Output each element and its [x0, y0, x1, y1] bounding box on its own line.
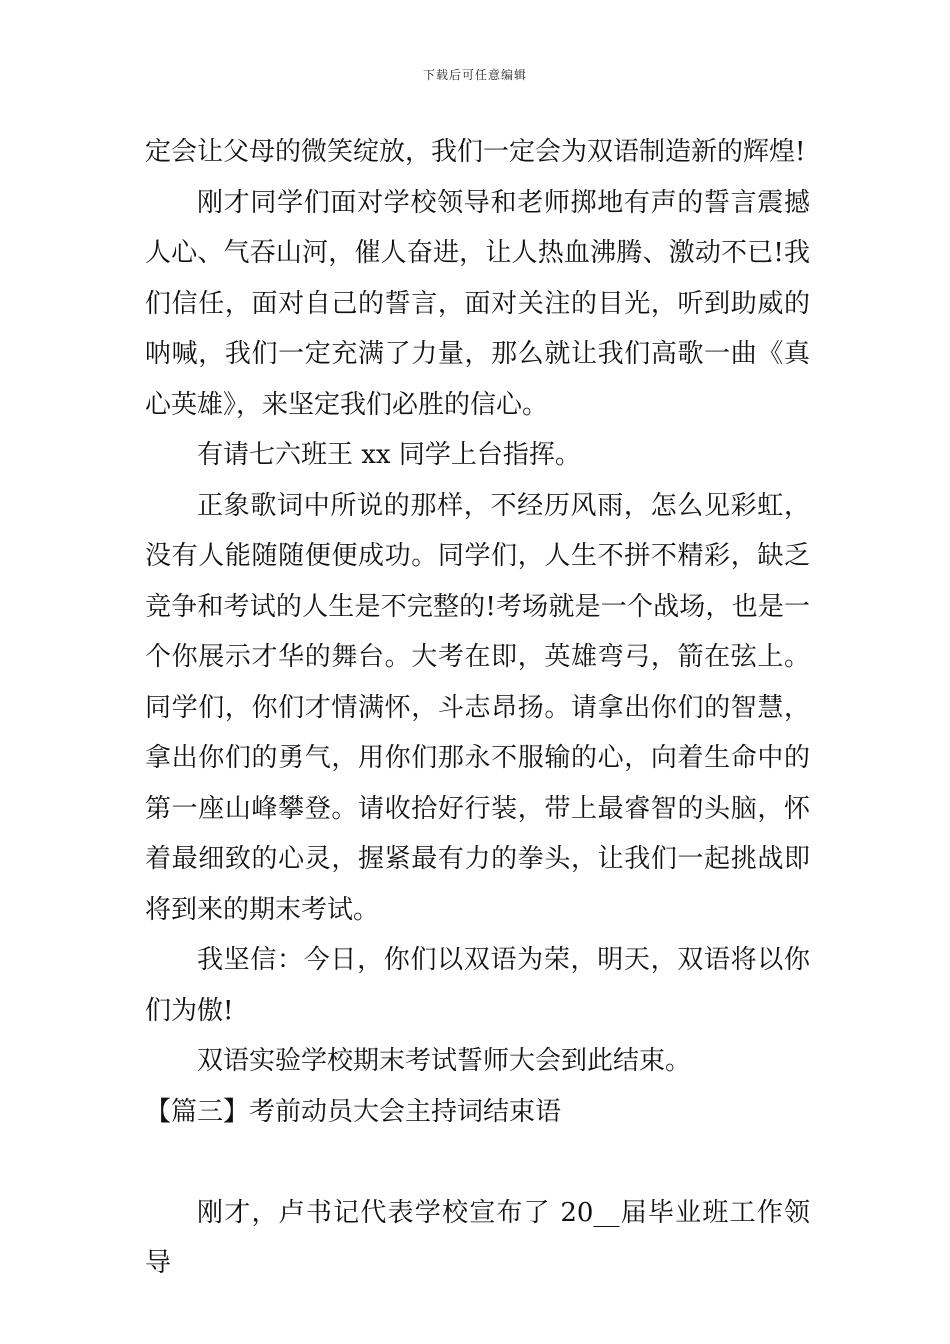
- document-body: [145, 127, 810, 1289]
- paragraph-4: 正象歌词中所说的那样，不经历风雨，怎么见彩虹，没有人能随随便便成功。同学们，人生不拼不精彩，缺乏竞争和考试的人生是不完整的!考场就是一个战场，也是一个你展示才华的舞台。大考在即，英雄弯弓，箭在弦上。同学们，你们才情满怀，斗志昂扬。请拿出你们的智慧，拿出你们的勇气，用你们那永不服输的心，向着生命中的第一座山峰攀登。请收拾好行装，带上最睿智的头脑，怀着最细致的心灵，握紧最有力的拳头，让我们一起挑战即将到来的期末考试。: [145, 490, 810, 925]
- header-note: 下载后可任意编辑: [422, 68, 527, 82]
- paragraph-6: 双语实验学校期末考试誓师大会到此结束。: [197, 1046, 692, 1076]
- paragraph-2: 刚才同学们面对学校领导和老师掷地有声的誓言震撼人心、气吞山河，催人奋进，让人热血沸腾、激动不已!我们信任，面对自己的誓言，面对关注的目光，听到助威的呐喊，我们一定充满了力量，那么就让我们高歌一曲《真心英雄》，来坚定我们必胜的信心。: [145, 187, 810, 420]
- blank-line: [145, 1137, 810, 1188]
- paragraph-3: 有请七六班王 xx 同学上台指挥。: [197, 440, 581, 470]
- paragraph-1: 定会让父母的微笑绽放，我们一定会为双语制造新的辉煌!: [145, 137, 806, 167]
- paragraph-7: 刚才，卢书记代表学校宣布了 20__届毕业班工作领导: [145, 1197, 810, 1278]
- paragraph-5: 我坚信：今日，你们以双语为荣，明天，双语将以你们为傲!: [145, 945, 810, 1026]
- section-heading: 【篇三】考前动员大会主持词结束语: [145, 1096, 562, 1127]
